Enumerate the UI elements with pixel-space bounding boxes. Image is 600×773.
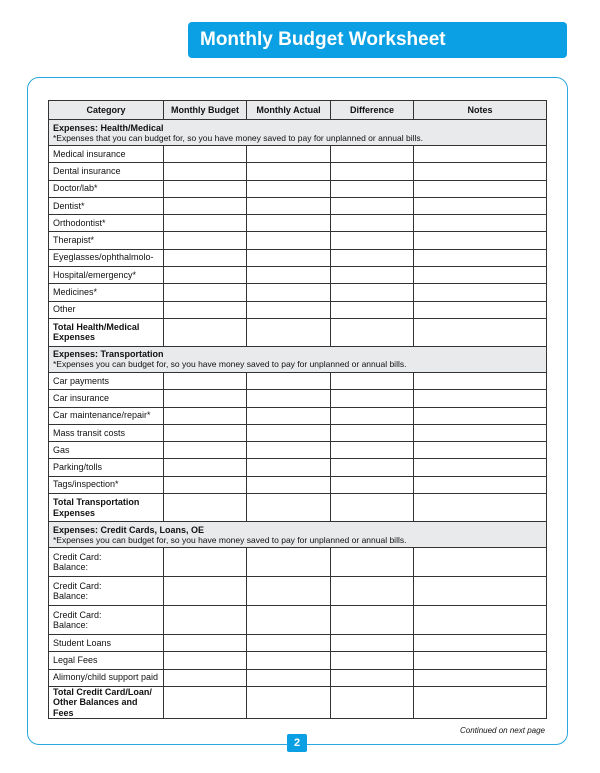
budget-cell[interactable] [164,390,247,407]
table-row [49,669,547,686]
notes-cell[interactable] [414,669,547,686]
budget-cell[interactable] [164,197,247,214]
budget-cell[interactable] [164,232,247,249]
notes-cell[interactable] [414,390,547,407]
table-row [49,407,547,424]
difference-cell[interactable] [331,686,414,719]
difference-cell[interactable] [331,318,414,346]
credit-card-label: Credit Card: [53,580,102,591]
difference-cell[interactable] [331,301,414,318]
row-label: Dental insurance [49,163,164,180]
budget-cell[interactable] [164,577,247,606]
difference-cell[interactable] [331,669,414,686]
notes-cell[interactable] [414,606,547,635]
credit-card-label: Credit Card: [53,551,102,562]
table-row [49,163,547,180]
table-row [49,215,547,232]
balance-label: Balance: [53,562,89,573]
table-row [49,180,547,197]
row-label: Eyeglasses/ophthalmolo- [49,249,164,266]
table-row [49,284,547,301]
actual-cell[interactable] [247,548,331,577]
budget-cell[interactable] [164,459,247,476]
budget-cell[interactable] [164,267,247,284]
table-row [49,197,547,214]
row-label: Hospital/emergency* [49,267,164,284]
actual-cell[interactable] [247,146,331,163]
budget-cell[interactable] [164,424,247,441]
total-label-line: Expenses [53,332,96,343]
actual-cell[interactable] [247,301,331,318]
section-header [49,522,547,548]
budget-cell[interactable] [164,635,247,652]
table-row [49,606,547,635]
row-label: Parking/tolls [49,459,164,476]
difference-cell[interactable] [331,476,414,493]
actual-cell[interactable] [247,197,331,214]
notes-cell[interactable] [414,267,547,284]
difference-cell[interactable] [331,146,414,163]
actual-cell[interactable] [247,577,331,606]
header-monthly-budget: Monthly Budget [164,101,247,120]
difference-cell[interactable] [331,494,414,522]
budget-cell[interactable] [164,669,247,686]
difference-cell[interactable] [331,548,414,577]
section-header [49,120,547,146]
notes-cell[interactable] [414,249,547,266]
notes-cell[interactable] [414,686,547,719]
header-difference: Difference [331,101,414,120]
actual-cell[interactable] [247,318,331,346]
actual-cell[interactable] [247,267,331,284]
row-label: Gas [49,442,164,459]
section-credit-cards-loans [49,522,547,548]
notes-cell[interactable] [414,577,547,606]
section-note: *Expenses that you can budget for, so you have money saved to pay for unplanned or annual bills. [53,132,423,143]
actual-cell[interactable] [247,249,331,266]
row-label: Mass transit costs [49,424,164,441]
notes-cell[interactable] [414,635,547,652]
difference-cell[interactable] [331,577,414,606]
difference-cell[interactable] [331,232,414,249]
row-label: Medicines* [49,284,164,301]
notes-cell[interactable] [414,424,547,441]
notes-cell[interactable] [414,146,547,163]
actual-cell[interactable] [247,424,331,441]
section-health-medical [49,120,547,146]
notes-cell[interactable] [414,548,547,577]
budget-cell[interactable] [164,284,247,301]
continued-note: Continued on next page [460,726,545,735]
total-label-line: Total Credit Card/Loan/ [53,686,152,697]
row-label: Car payments [49,372,164,389]
difference-cell[interactable] [331,424,414,441]
header-monthly-actual: Monthly Actual [247,101,331,120]
actual-cell[interactable] [247,686,331,719]
notes-cell[interactable] [414,318,547,346]
table-row [49,146,547,163]
budget-cell[interactable] [164,249,247,266]
actual-cell[interactable] [247,442,331,459]
budget-cell[interactable] [164,372,247,389]
table-row [49,476,547,493]
total-row-health [49,318,547,346]
row-label: Therapist* [49,232,164,249]
total-row-transportation [49,494,547,522]
row-label: Medical insurance [49,146,164,163]
row-label: Tags/inspection* [49,476,164,493]
budget-cell[interactable] [164,686,247,719]
difference-cell[interactable] [331,249,414,266]
budget-table [48,100,547,719]
notes-cell[interactable] [414,494,547,522]
actual-cell[interactable] [247,606,331,635]
notes-cell[interactable] [414,301,547,318]
section-title: Expenses: Health/Medical [53,122,164,133]
difference-cell[interactable] [331,284,414,301]
notes-cell[interactable] [414,215,547,232]
page-number: 2 [287,734,307,752]
table-row [49,301,547,318]
budget-cell[interactable] [164,494,247,522]
notes-cell[interactable] [414,476,547,493]
notes-cell[interactable] [414,372,547,389]
row-label: Dentist* [49,197,164,214]
difference-cell[interactable] [331,390,414,407]
budget-cell[interactable] [164,476,247,493]
budget-cell[interactable] [164,301,247,318]
total-label-line: Expenses [53,507,96,518]
actual-cell[interactable] [247,669,331,686]
section-note: *Expenses you can budget for, so you have money saved to pay for unplanned or annual bills. [53,359,407,370]
table-row [49,249,547,266]
total-label-line: Other Balances and Fees [53,697,138,718]
actual-cell[interactable] [247,476,331,493]
budget-cell[interactable] [164,146,247,163]
difference-cell[interactable] [331,442,414,459]
actual-cell[interactable] [247,372,331,389]
actual-cell[interactable] [247,652,331,669]
difference-cell[interactable] [331,267,414,284]
notes-cell[interactable] [414,232,547,249]
row-label: Legal Fees [49,652,164,669]
notes-cell[interactable] [414,442,547,459]
notes-cell[interactable] [414,284,547,301]
budget-cell[interactable] [164,442,247,459]
header-notes: Notes [414,101,547,120]
row-label [49,548,164,577]
budget-cell[interactable] [164,180,247,197]
credit-card-label: Credit Card: [53,609,102,620]
section-transportation [49,346,547,372]
notes-cell[interactable] [414,459,547,476]
table-row [49,652,547,669]
notes-cell[interactable] [414,197,547,214]
row-label: Doctor/lab* [49,180,164,197]
table-row [49,548,547,577]
table-row [49,577,547,606]
actual-cell[interactable] [247,494,331,522]
difference-cell[interactable] [331,197,414,214]
actual-cell[interactable] [247,459,331,476]
actual-cell[interactable] [247,635,331,652]
row-label: Orthodontist* [49,215,164,232]
budget-cell[interactable] [164,548,247,577]
actual-cell[interactable] [247,163,331,180]
actual-cell[interactable] [247,390,331,407]
row-label: Car maintenance/repair* [49,407,164,424]
budget-cell[interactable] [164,318,247,346]
difference-cell[interactable] [331,163,414,180]
row-label: Car insurance [49,390,164,407]
total-label-line: Total Health/Medical [53,321,140,332]
budget-cell[interactable] [164,407,247,424]
table-row [49,459,547,476]
actual-cell[interactable] [247,232,331,249]
table-row [49,232,547,249]
difference-cell[interactable] [331,459,414,476]
section-header [49,346,547,372]
difference-cell[interactable] [331,180,414,197]
difference-cell[interactable] [331,652,414,669]
difference-cell[interactable] [331,635,414,652]
balance-label: Balance: [53,591,89,602]
budget-cell[interactable] [164,215,247,232]
actual-cell[interactable] [247,284,331,301]
table-row [49,267,547,284]
difference-cell[interactable] [331,215,414,232]
row-label: Alimony/child support paid [49,669,164,686]
section-note: *Expenses you can budget for, so you have money saved to pay for unplanned or annual bills. [53,534,407,545]
table-row [49,442,547,459]
table-row [49,635,547,652]
row-label [49,577,164,606]
difference-cell[interactable] [331,407,414,424]
total-label [49,318,164,346]
header-category: Category [49,101,164,120]
notes-cell[interactable] [414,180,547,197]
difference-cell[interactable] [331,606,414,635]
actual-cell[interactable] [247,407,331,424]
total-label [49,494,164,522]
actual-cell[interactable] [247,180,331,197]
budget-cell[interactable] [164,606,247,635]
row-label: Student Loans [49,635,164,652]
total-label [49,686,164,719]
row-label [49,606,164,635]
balance-label: Balance: [53,620,89,631]
table-row [49,424,547,441]
header-row [49,101,547,120]
total-label-line: Total Transportation [53,497,140,508]
notes-cell[interactable] [414,407,547,424]
notes-cell[interactable] [414,652,547,669]
row-label: Other [49,301,164,318]
table-row [49,390,547,407]
difference-cell[interactable] [331,372,414,389]
page-title: Monthly Budget Worksheet [188,22,567,58]
actual-cell[interactable] [247,215,331,232]
budget-cell[interactable] [164,163,247,180]
notes-cell[interactable] [414,163,547,180]
section-title: Expenses: Transportation [53,349,164,360]
section-title: Expenses: Credit Cards, Loans, OE [53,524,205,535]
budget-cell[interactable] [164,652,247,669]
total-row-credit [49,686,547,719]
table-row [49,372,547,389]
